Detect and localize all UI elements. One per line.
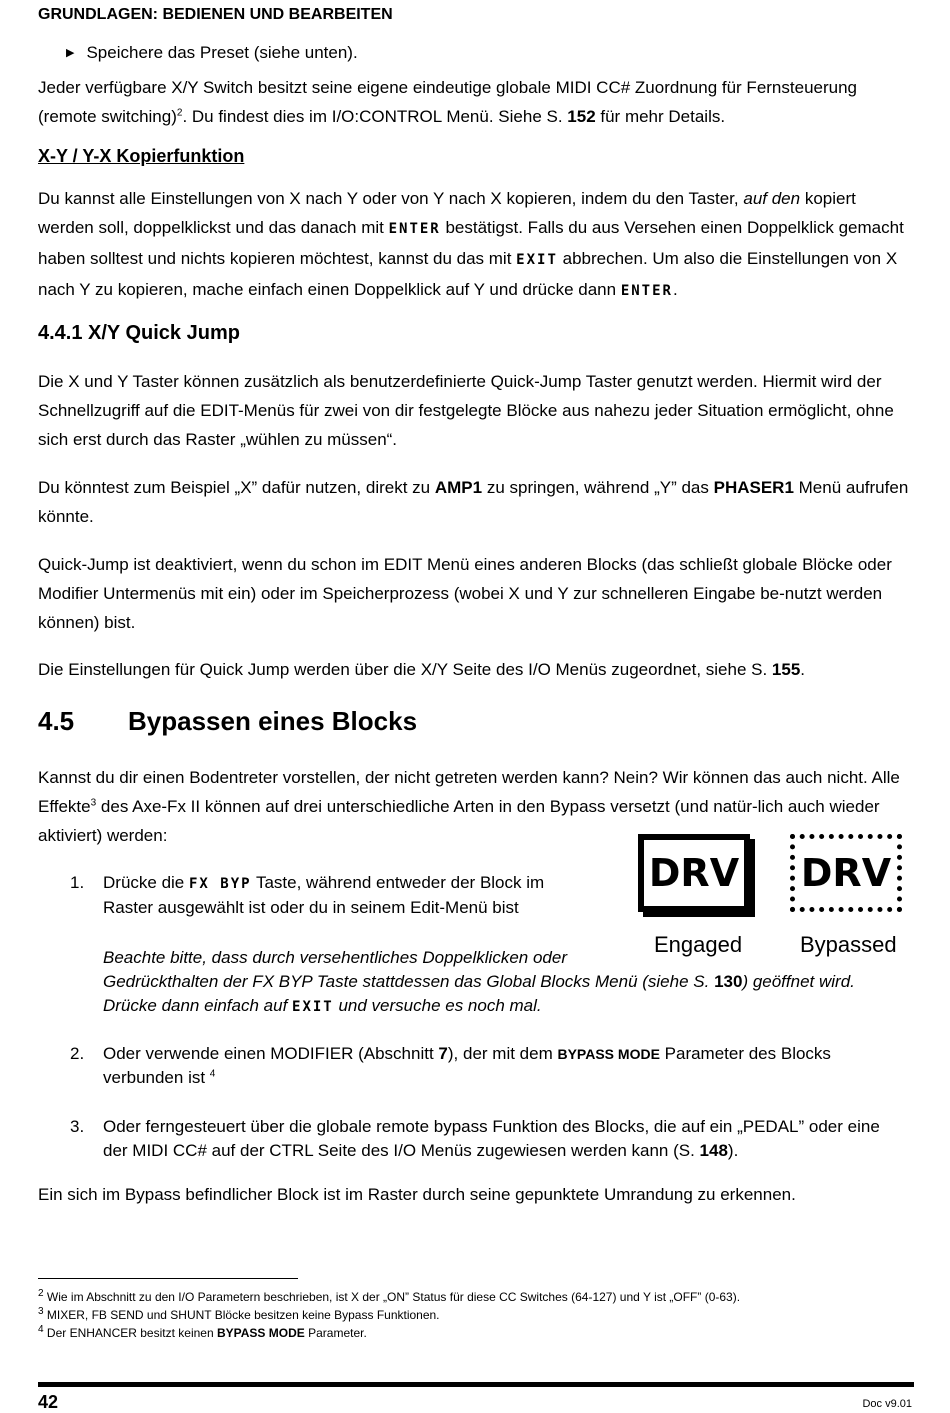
page-ref: 155	[771, 660, 801, 679]
text: .	[800, 660, 806, 679]
key-label-exit: EXIT	[516, 252, 558, 268]
footnote-number: 2	[38, 1288, 44, 1299]
footnote-text: Parameter.	[304, 1326, 367, 1340]
block-name: AMP1	[434, 478, 483, 497]
list-number: 1.	[70, 873, 85, 892]
text: des Axe-Fx II können auf drei unterschiedliche Arten in den Bypass versetzt (und natür-lich auch wieder aktiviert) werden:	[38, 797, 880, 845]
doc-version: Doc v9.01	[862, 1398, 912, 1410]
section-heading-45	[38, 706, 417, 737]
footnote-ref: 4	[209, 1068, 216, 1080]
text: Kannst du dir einen Bodentreter vorstellen, der nicht getreten werden kann? Nein? Wir können das auch nicht. Alle Effekte	[38, 768, 900, 816]
list-text	[103, 1042, 903, 1090]
text: Beachte bitte, dass durch versehentliches Doppelklicken oder	[103, 948, 567, 967]
page-ref: 148	[699, 1141, 728, 1160]
text: Oder ferngesteuert über die globale remote bypass Funktion des Blocks, die auf ein „PEDAL” oder eine der MIDI CC# auf der CTRL Seite des I/O Menüs zugewiesen werden kann (S.	[103, 1117, 880, 1160]
footnote	[38, 1326, 367, 1340]
running-head: GRUNDLAGEN: BEDIENEN UND BEARBEITEN	[38, 6, 393, 23]
engaged-label: Engaged	[654, 932, 743, 957]
section-number: 4.5	[38, 706, 75, 736]
page-ref: 130	[714, 972, 743, 991]
key-label-exit: EXIT	[292, 999, 334, 1015]
footnote-text: Wie im Abschnitt zu den I/O Parametern beschrieben, ist X der „ON” Status für diese CC Switches (64-127) und Y ist „OFF” (0-63).	[46, 1290, 741, 1304]
paragraph-copy	[38, 184, 912, 306]
text: Du kannst alle Einstellungen von X nach Y oder von Y nach X kopieren, indem du den Taster,	[38, 189, 744, 208]
text: Gedrückthalten der FX BYP Taste stattdessen das Global Blocks Menü (siehe S.	[103, 972, 715, 991]
footnote-ref: 3	[90, 797, 97, 809]
bypassed-label: Bypassed	[800, 932, 897, 957]
text: ), der mit dem	[447, 1044, 558, 1063]
text: Du könntest zum Beispiel „X” dafür nutzen, direkt zu	[38, 478, 435, 497]
text: für mehr Details.	[595, 107, 726, 126]
text: Raster ausgewählt ist oder du in seinem Edit-Menü bist	[103, 898, 519, 917]
page-number: 42	[38, 1392, 59, 1412]
footer-rule	[38, 1382, 914, 1387]
list-number: 2.	[70, 1044, 85, 1063]
footnote-ref: 2	[176, 107, 183, 119]
text: Drücke dann einfach auf	[103, 996, 293, 1015]
footnote-divider	[38, 1278, 298, 1279]
text: . Du findest dies im I/O:CONTROL Menü. Siehe S.	[182, 107, 568, 126]
key-label-fx-byp: FX BYP	[188, 876, 252, 892]
parameter-name: BYPASS MODE	[216, 1326, 305, 1340]
page-ref: 152	[567, 107, 596, 126]
paragraph-quick-jump-disabled: Quick-Jump ist deaktiviert, wenn du schon im EDIT Menü eines anderen Blocks (das schließt globale Blöcke oder Modifier Untermenüs mit ein) oder im Speicherprozess (wobei X und Y zur schnelleren Eingabe be-nutzt werden können) bist.	[38, 555, 892, 632]
key-label-enter: ENTER	[620, 283, 673, 299]
paragraph-quick-jump-example	[38, 473, 912, 531]
list-number: 3.	[70, 1117, 85, 1136]
parameter-name: BYPASS MODE	[557, 1046, 660, 1062]
footnote-text: Der ENHANCER besitzt keinen	[46, 1326, 217, 1340]
list-text	[103, 1115, 903, 1163]
paragraph-xy-switch	[38, 73, 912, 131]
paragraph-bypass-border: Ein sich im Bypass befindlicher Block ist im Raster durch seine gepunktete Umrandung zu erkennen.	[38, 1185, 796, 1204]
block-name: PHASER1	[713, 478, 794, 497]
footnote-number: 4	[38, 1324, 44, 1335]
section-title: Bypassen eines Blocks	[128, 706, 418, 736]
bullet-text: Speichere das Preset (siehe unten).	[86, 43, 358, 62]
text: Oder verwende einen MODIFIER (Abschnitt	[103, 1044, 439, 1063]
footnote-number: 3	[38, 1306, 44, 1317]
text: Menü aufrufen könnte.	[38, 478, 909, 526]
footnote-text: MIXER, FB SEND und SHUNT Blöcke besitzen keine Bypass Funktionen.	[46, 1308, 440, 1322]
text: abbrechen. Um also die Einstellungen von X nach Y zu kopieren, mache einfach einen Doppelklick auf Y und drücke dann	[38, 249, 898, 299]
footnote	[38, 1290, 740, 1304]
text: Taste, während entweder der Block im	[251, 873, 545, 892]
text: Parameter des Blocks verbunden ist	[103, 1044, 831, 1087]
text: zu springen, während „Y” das	[482, 478, 714, 497]
text: und versuche es noch mal.	[333, 996, 542, 1015]
text: kopiert werden soll, doppelklickst und das danach mit	[38, 189, 856, 237]
text: ).	[727, 1141, 739, 1160]
text: Die Einstellungen für Quick Jump werden über die X/Y Seite des I/O Menüs zugeordnet, siehe S.	[38, 660, 772, 679]
footnote	[38, 1308, 440, 1322]
text: bestätigst. Falls du aus Versehen einen Doppelklick gemacht haben solltest und nichts kopieren möchtest, kannst du das mit	[38, 218, 904, 268]
subheading-copy-function: X-Y / Y-X Kopierfunktion	[38, 146, 245, 166]
key-label-enter: ENTER	[388, 221, 441, 237]
text: .	[672, 280, 678, 299]
triangle-bullet-icon: ▶	[66, 47, 75, 59]
text: Jeder verfügbare X/Y Switch besitzt seine eigene eindeutige globale MIDI CC# Zuordnung für Fernsteuerung (remote switching)	[38, 78, 857, 126]
emphasis: auf den	[743, 189, 801, 208]
section-ref: 7	[438, 1044, 448, 1063]
paragraph-quick-jump-settings	[38, 655, 912, 684]
bypassed-block-icon: DRV	[790, 834, 902, 912]
engaged-block-icon: DRV	[638, 834, 750, 912]
text: Drücke die	[103, 873, 189, 892]
list-text	[103, 871, 903, 1019]
bullet-item	[66, 40, 358, 66]
section-heading-441: 4.4.1 X/Y Quick Jump	[38, 322, 240, 344]
paragraph-quick-jump-intro: Die X und Y Taster können zusätzlich als benutzerdefinierte Quick-Jump Taster genutzt werden. Hiermit wird der Schnellzugriff auf die EDIT-Menüs für zwei von dir festgelegte Blöcke aus nahezu jeder Situation ermöglicht, ohne sich erst durch das Raster „wühlen zu müssen“.	[38, 372, 894, 449]
note-text	[103, 946, 903, 1019]
text: ) geöffnet wird.	[742, 972, 855, 991]
